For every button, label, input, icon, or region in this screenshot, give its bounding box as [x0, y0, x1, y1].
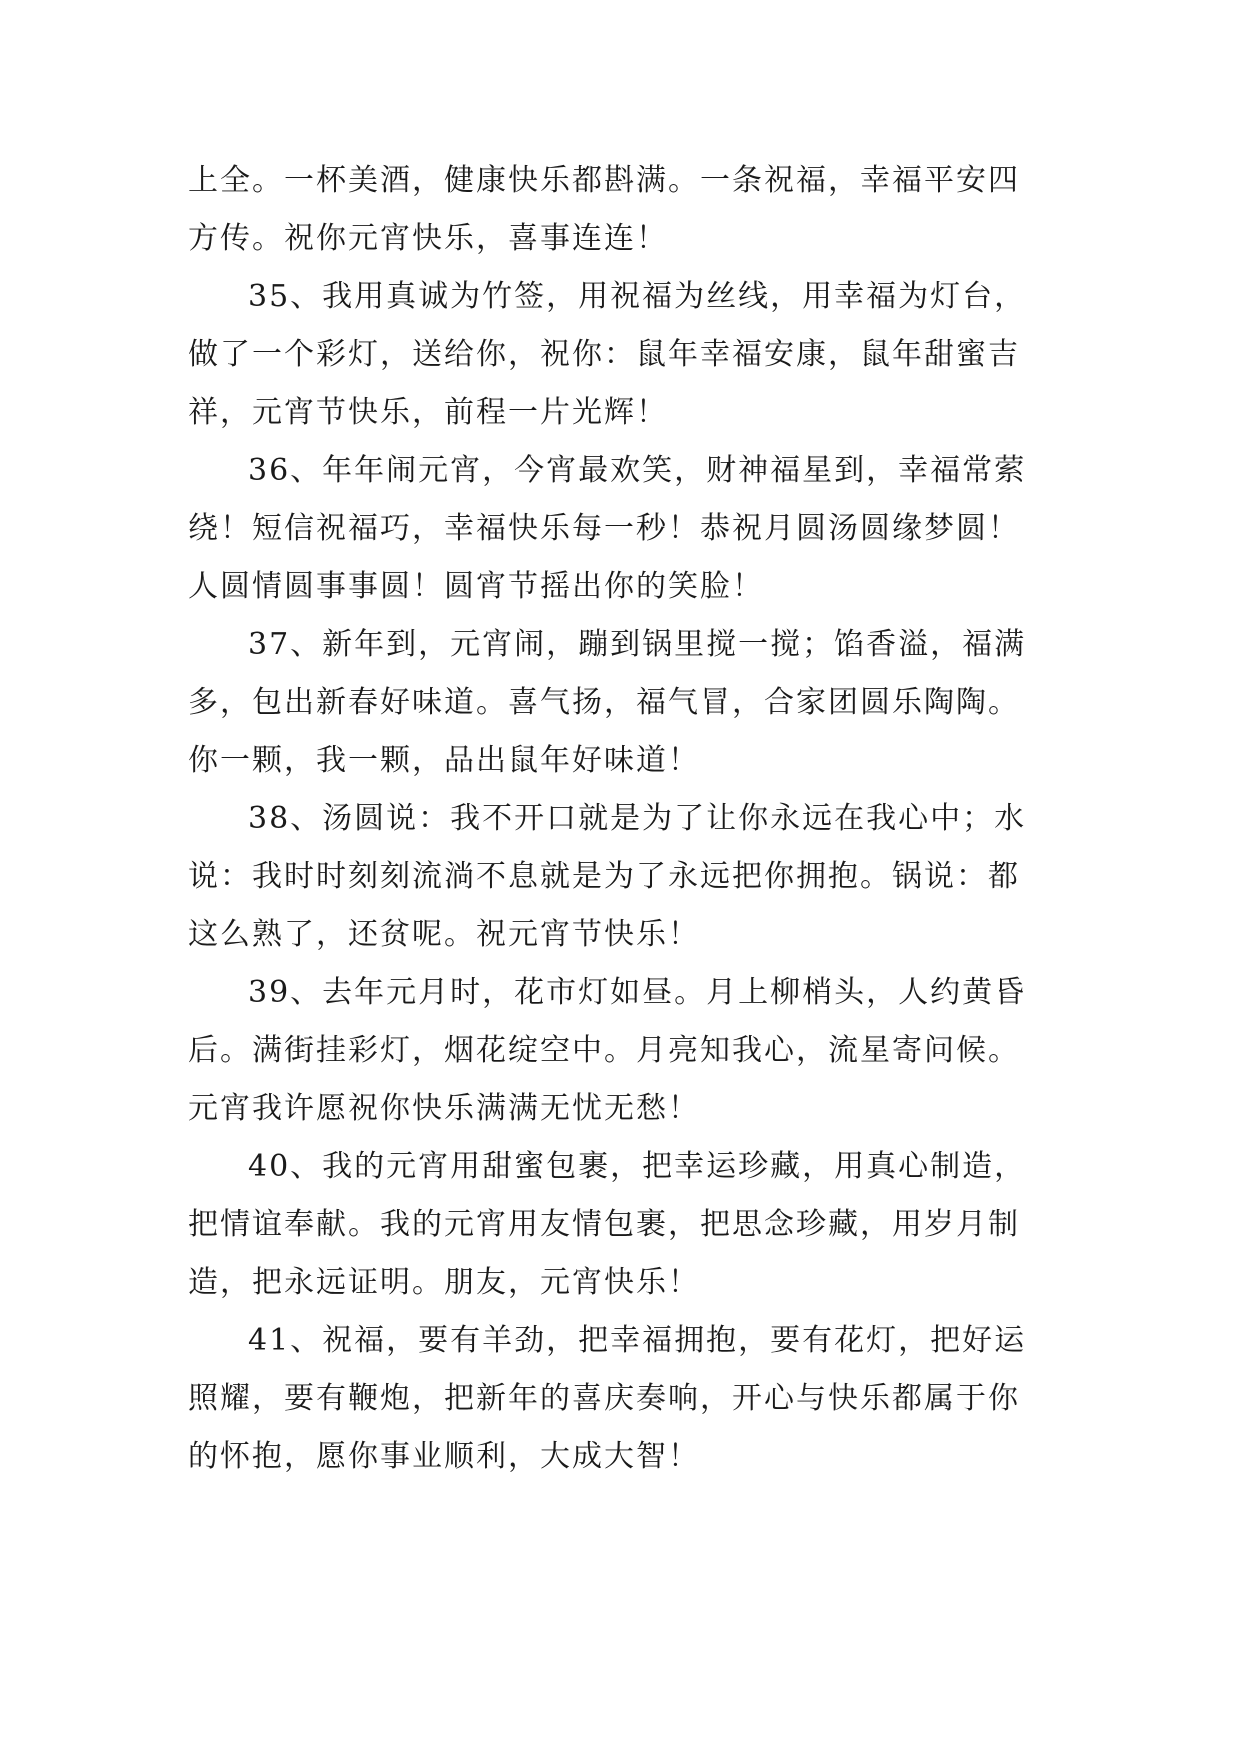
text-line: 40、我的元宵用甜蜜包裹，把幸运珍藏，用真心制造，	[248, 1149, 1027, 1184]
text-line: 上全。一杯美酒，健康快乐都斟满。一条祝福，幸福平安四	[188, 163, 1020, 198]
text-line: 元宵我许愿祝你快乐满满无忧无愁！	[188, 1091, 700, 1126]
text-line: 方传。祝你元宵快乐，喜事连连！	[188, 221, 668, 256]
paragraph	[188, 1312, 1068, 1486]
document-page	[188, 152, 1068, 1486]
paragraph	[188, 152, 1068, 268]
text-line: 祥，元宵节快乐，前程一片光辉！	[188, 395, 668, 430]
paragraph	[188, 790, 1068, 964]
text-line: 36、年年闹元宵，今宵最欢笑，财神福星到，幸福常萦	[248, 453, 1027, 488]
text-line: 41、祝福，要有羊劲，把幸福拥抱，要有花灯，把好运	[248, 1323, 1027, 1358]
text-line: 后。满街挂彩灯，烟花绽空中。月亮知我心，流星寄问候。	[188, 1033, 1020, 1068]
text-line: 照耀，要有鞭炮，把新年的喜庆奏响，开心与快乐都属于你	[188, 1381, 1020, 1416]
text-line: 造，把永远证明。朋友，元宵快乐！	[188, 1265, 700, 1300]
text-line: 做了一个彩灯，送给你，祝你：鼠年幸福安康，鼠年甜蜜吉	[188, 337, 1020, 372]
text-line: 37、新年到，元宵闹，蹦到锅里搅一搅；馅香溢，福满	[248, 627, 1027, 662]
paragraph	[188, 964, 1068, 1138]
text-line: 的怀抱，愿你事业顺利，大成大智！	[188, 1439, 700, 1474]
text-line: 35、我用真诚为竹签，用祝福为丝线，用幸福为灯台，	[248, 279, 1027, 314]
text-line: 多，包出新春好味道。喜气扬，福气冒，合家团圆乐陶陶。	[188, 685, 1020, 720]
paragraph	[188, 268, 1068, 442]
text-line: 把情谊奉献。我的元宵用友情包裹，把思念珍藏，用岁月制	[188, 1207, 1020, 1242]
text-line: 你一颗，我一颗，品出鼠年好味道！	[188, 743, 700, 778]
text-line: 这么熟了，还贫呢。祝元宵节快乐！	[188, 917, 700, 952]
text-line: 绕！短信祝福巧，幸福快乐每一秒！恭祝月圆汤圆缘梦圆！	[188, 511, 1020, 546]
text-line: 39、去年元月时，花市灯如昼。月上柳梢头，人约黄昏	[248, 975, 1027, 1010]
text-line: 人圆情圆事事圆！圆宵节摇出你的笑脸！	[188, 569, 764, 604]
text-line: 说：我时时刻刻流淌不息就是为了永远把你拥抱。锅说：都	[188, 859, 1020, 894]
paragraph	[188, 616, 1068, 790]
paragraph	[188, 442, 1068, 616]
paragraph	[188, 1138, 1068, 1312]
text-line: 38、汤圆说：我不开口就是为了让你永远在我心中；水	[248, 801, 1027, 836]
